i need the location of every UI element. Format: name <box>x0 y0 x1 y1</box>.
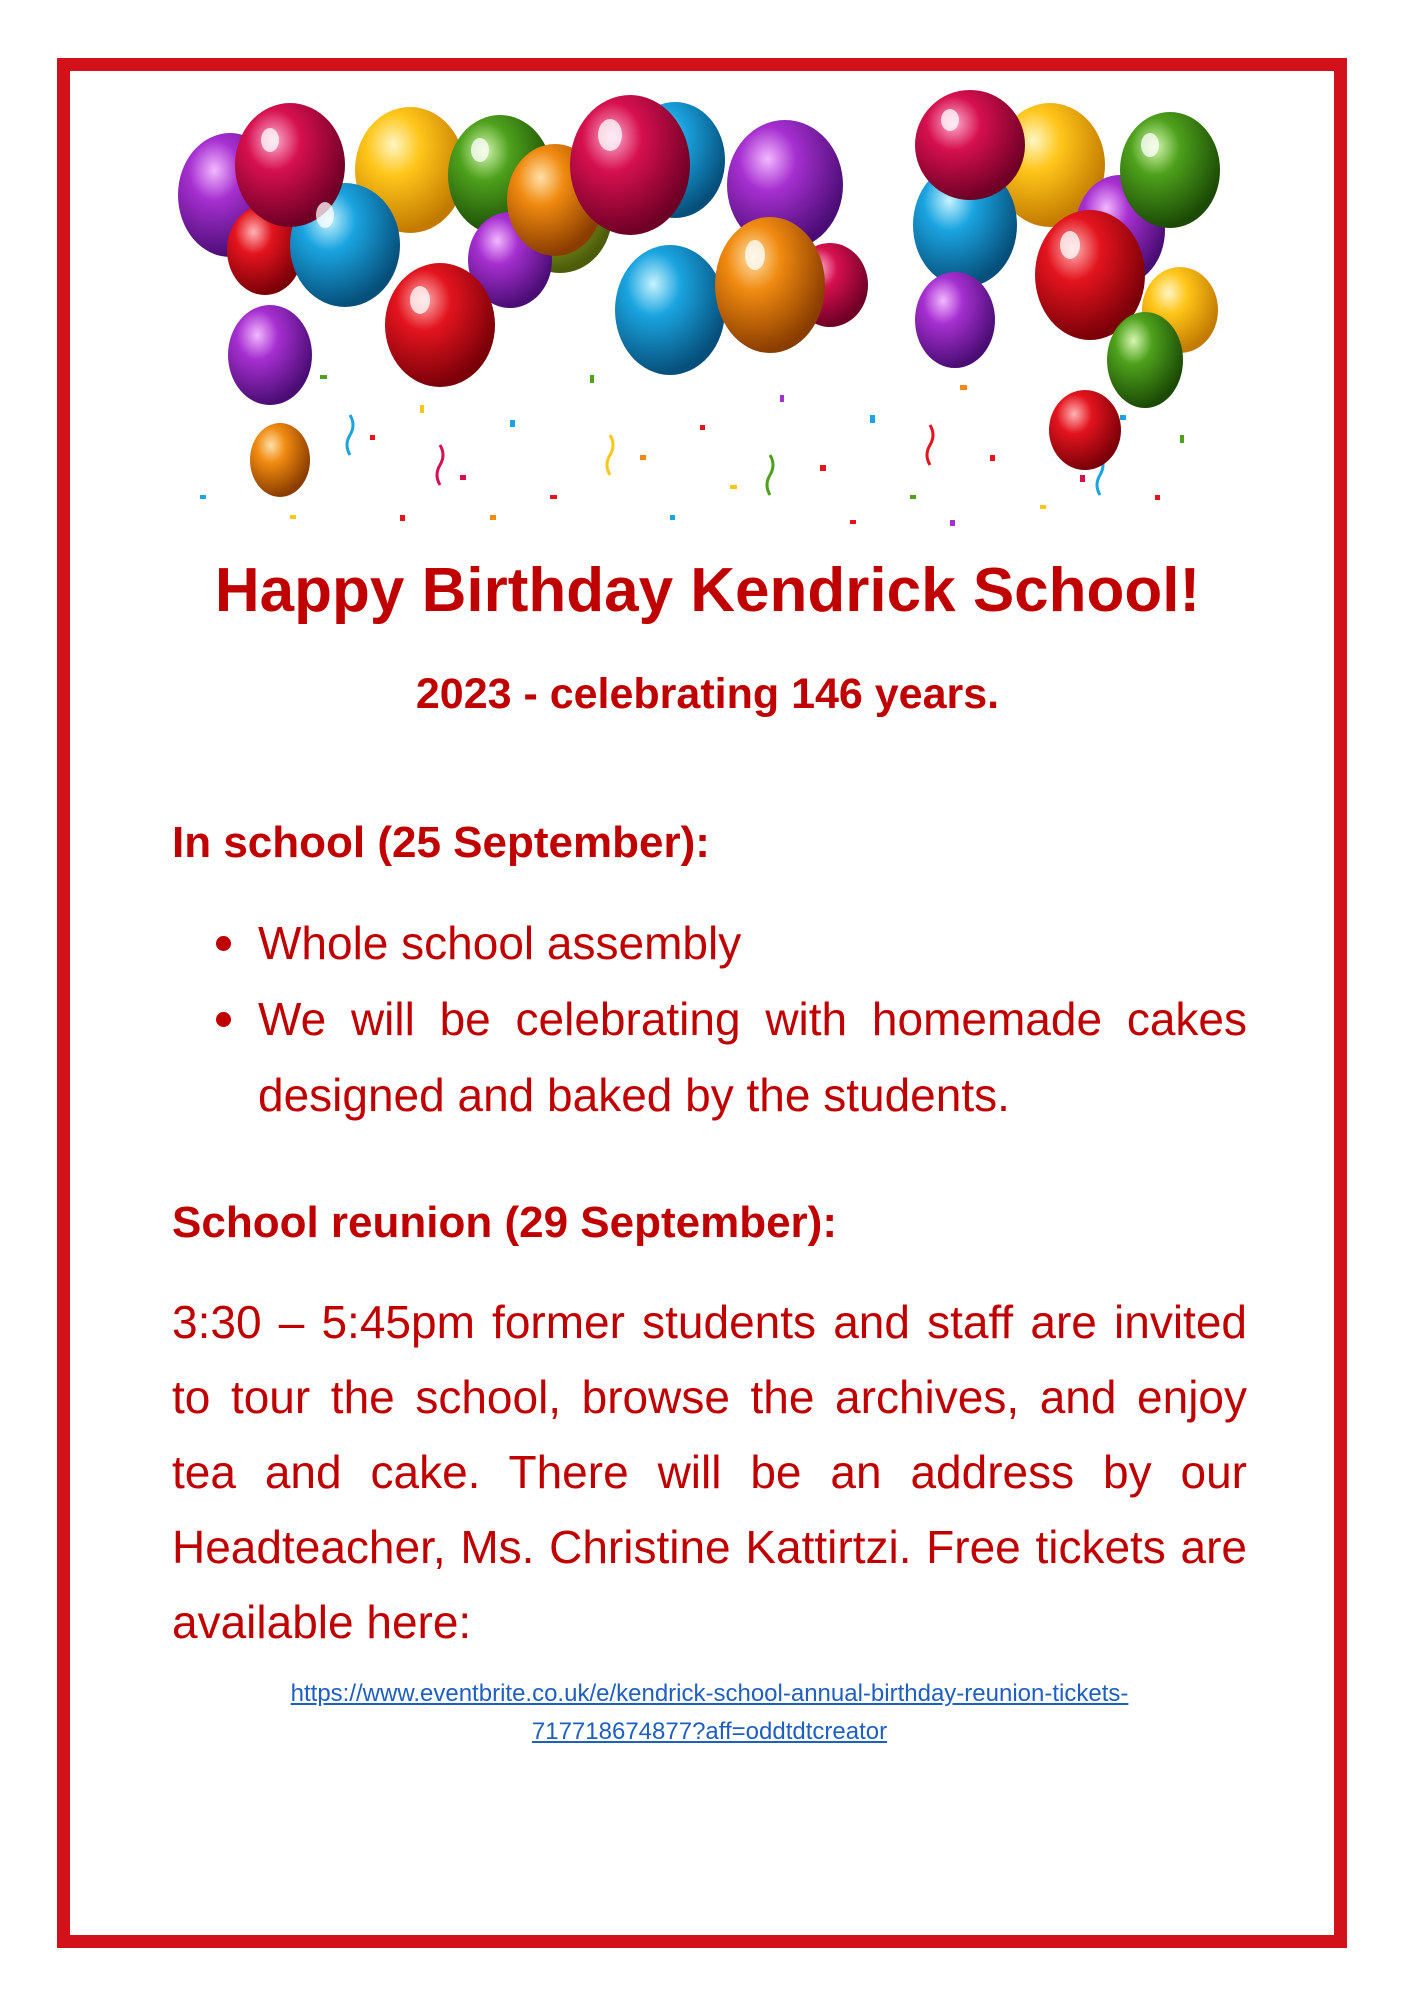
in-school-list <box>172 905 1247 1133</box>
balloon <box>915 90 1025 200</box>
page-title: Happy Birthday Kendrick School! <box>214 556 1201 625</box>
bullet-icon <box>216 1012 231 1027</box>
list-item <box>172 981 1247 1133</box>
ticket-link-line1: https://www.eventbrite.co.uk/e/kendrick-school-annual-birthday-reunion-tickets- <box>290 1680 1129 1707</box>
balloon <box>385 263 495 387</box>
list-item-text: Whole school assembly <box>258 917 742 969</box>
balloon <box>1120 112 1220 228</box>
balloon <box>915 272 995 368</box>
page-subtitle: 2023 - celebrating 146 years. <box>415 670 1000 718</box>
in-school-heading: In school (25 September): <box>172 818 710 867</box>
balloon <box>715 217 825 353</box>
ticket-link-line2: 717718674877?aff=oddtdtcreator <box>531 1718 888 1745</box>
balloon <box>615 245 725 375</box>
balloons-illustration <box>170 75 1250 545</box>
balloon <box>250 423 310 497</box>
balloon <box>228 305 312 405</box>
list-item-text: We will be celebrating with homemade cakes designed and baked by the students. <box>258 993 1247 1121</box>
bullet-icon <box>216 936 231 951</box>
reunion-heading: School reunion (29 September): <box>172 1198 837 1247</box>
ticket-link-block <box>172 1675 1247 1751</box>
balloon <box>1107 312 1183 408</box>
confetti <box>200 345 1184 526</box>
ticket-link[interactable] <box>291 1680 1129 1745</box>
balloon <box>1049 390 1121 470</box>
balloon <box>570 95 690 235</box>
list-item <box>172 905 1247 981</box>
reunion-paragraph: 3:30 – 5:45pm former students and staff are invited to tour the school, browse the archives, and enjoy tea and cake. There will be an address by our Headteacher, Ms. Christine Kattirtzi. Free tickets are available here: <box>172 1296 1247 1648</box>
